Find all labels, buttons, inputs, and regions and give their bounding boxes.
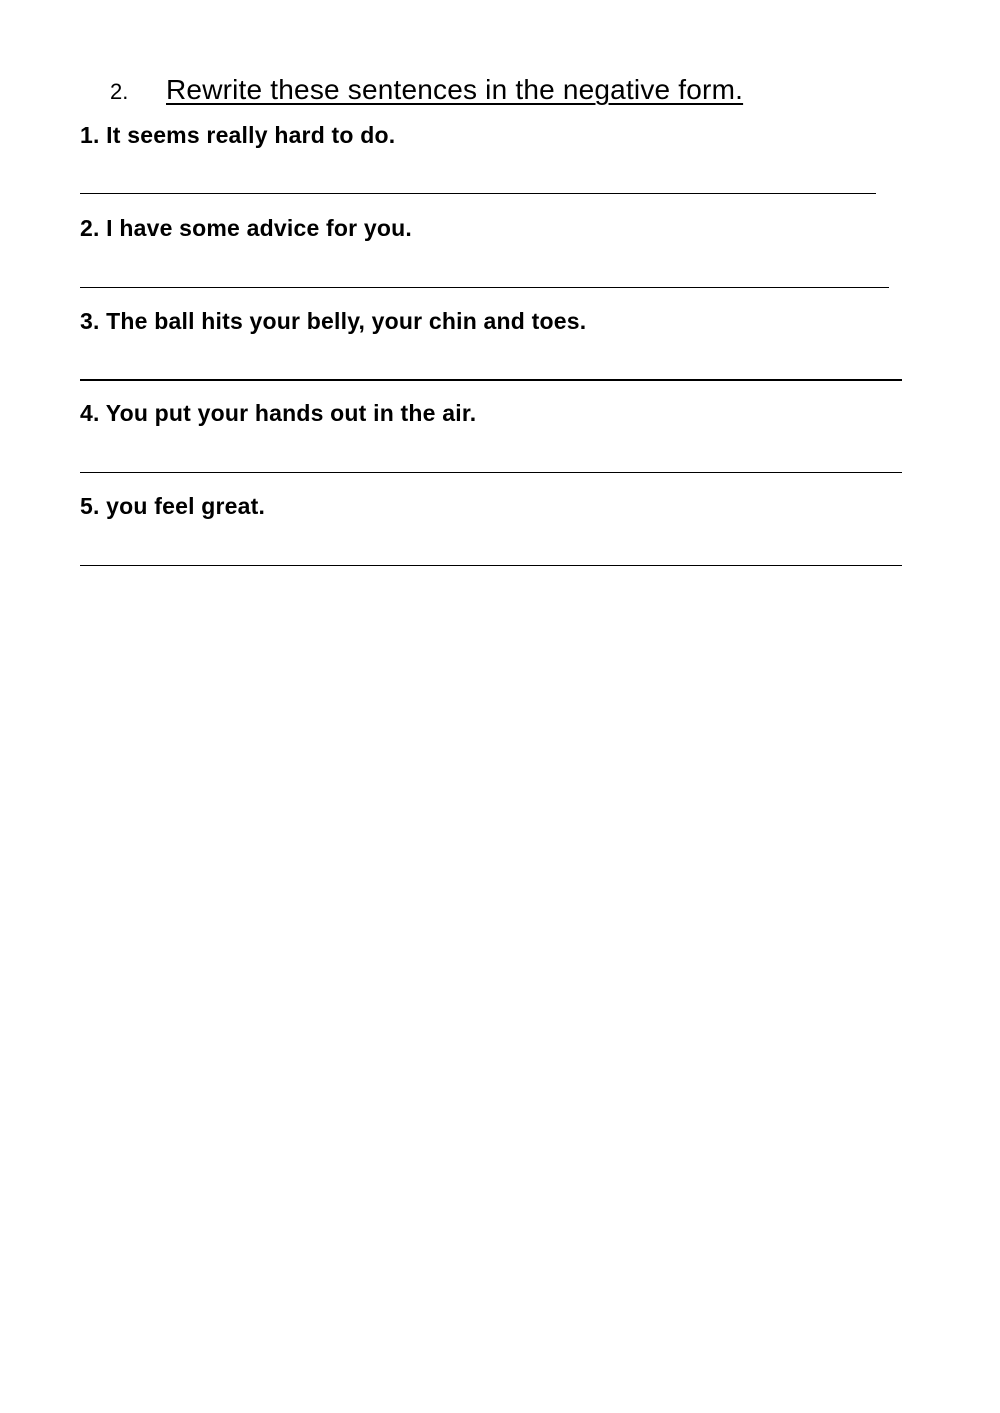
instruction-title: Rewrite these sentences in the negative form. — [166, 74, 744, 105]
question-5 — [80, 493, 265, 520]
answer-line-1[interactable] — [80, 193, 876, 194]
answer-line-5[interactable] — [80, 565, 902, 566]
answer-line-3[interactable] — [80, 379, 902, 381]
question-text: 5. you feel great. — [80, 493, 266, 519]
question-2 — [80, 215, 412, 242]
question-4 — [80, 400, 476, 427]
answer-line-4[interactable] — [80, 472, 902, 473]
question-3 — [80, 308, 586, 335]
section-number: 2. — [110, 79, 129, 104]
question-1 — [80, 122, 395, 149]
question-text: 4. You put your hands out in the air. — [80, 400, 477, 426]
question-text: 2. I have some advice for you. — [80, 215, 412, 241]
answer-line-2[interactable] — [80, 287, 889, 288]
section-heading — [110, 74, 743, 110]
question-text: 1. It seems really hard to do. — [80, 122, 396, 148]
question-text: 3. The ball hits your belly, your chin and toes. — [80, 308, 587, 334]
